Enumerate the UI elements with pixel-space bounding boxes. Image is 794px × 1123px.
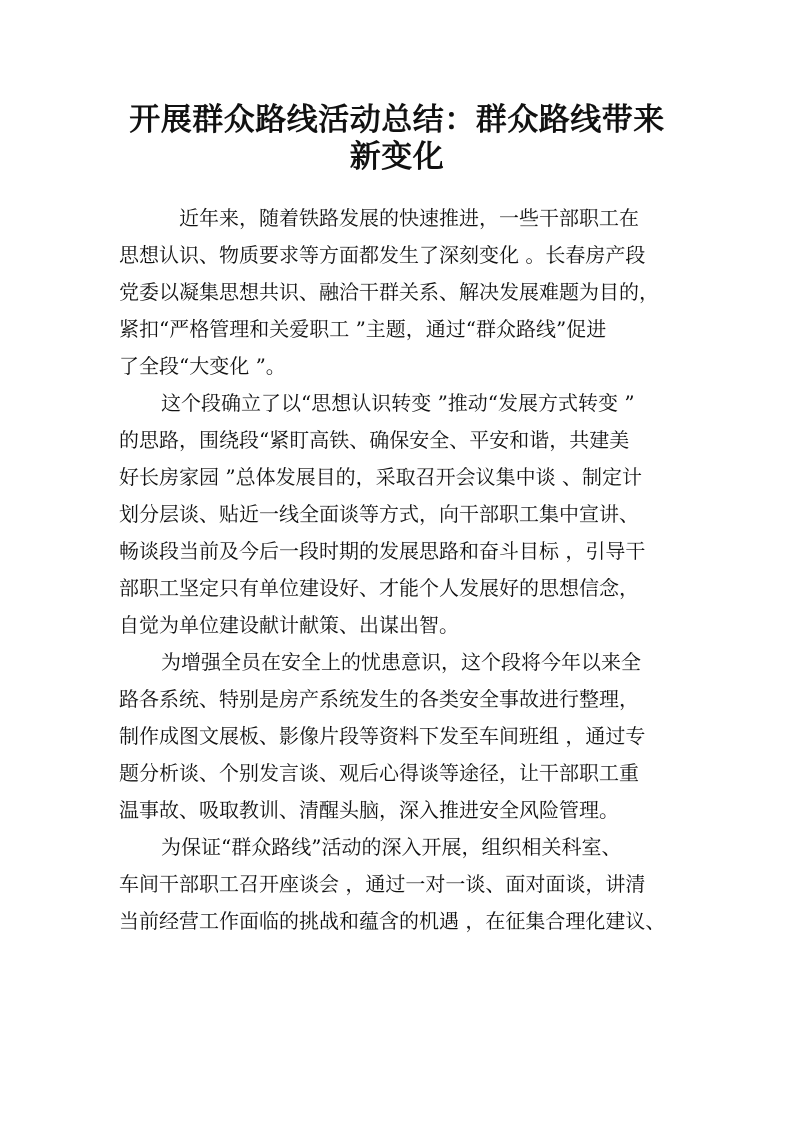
paragraph-4 bbox=[119, 829, 679, 940]
title-line-2: 新变化 bbox=[349, 139, 445, 175]
paragraph-line: 近年来，随着铁路发展的快速推进，一些干部职工在 bbox=[179, 206, 639, 230]
paragraph-line: 为保证“群众路线”活动的深入开展，组织相关科室、 bbox=[161, 835, 622, 859]
paragraph-line: 这个段确立了以“思想认识转变 ”推动“发展方式转变 ” bbox=[161, 391, 635, 415]
paragraph-line: 车间干部职工召开座谈会 ，通过一对一谈、面对面谈，讲清 bbox=[119, 872, 646, 896]
paragraph-line: 划分层谈、贴近一线全面谈等方式，向干部职工集中宣讲、 bbox=[119, 502, 639, 526]
paragraph-line: 温事故、吸取教训、清醒头脑，深入推进安全风险管理。 bbox=[119, 798, 619, 822]
document-body bbox=[119, 200, 679, 940]
paragraph-3 bbox=[119, 644, 679, 829]
paragraph-line: 当前经营工作面临的挑战和蕴含的机遇 ，在征集合理化建议、 bbox=[119, 909, 666, 933]
paragraph-line: 制作成图文展板、影像片段等资料下发至车间班组 ，通过专 bbox=[119, 724, 646, 748]
paragraph-line: 紧扣“严格管理和关爱职工 ”主题，通过“群众路线”促进 bbox=[119, 317, 607, 341]
paragraph-line: 路各系统、特别是房产系统发生的各类安全事故进行整理， bbox=[119, 687, 639, 711]
paragraph-1 bbox=[119, 200, 679, 385]
paragraph-line: 好长房家园 ”总体发展目的，采取召开会议集中谈 、制定计 bbox=[119, 465, 642, 489]
paragraph-line: 畅谈段当前及今后一段时期的发展思路和奋斗目标 ，引导干 bbox=[119, 539, 646, 563]
paragraph-line: 题分析谈、个别发言谈、观后心得谈等途径，让干部职工重 bbox=[119, 761, 639, 785]
paragraph-line: 的思路，围绕段“紧盯高铁、确保安全、平安和谐，共建美 bbox=[119, 428, 630, 452]
paragraph-line: 自觉为单位建设献计献策、出谋出智。 bbox=[119, 613, 459, 637]
paragraph-line: 为增强全员在安全上的忧患意识，这个段将今年以来全 bbox=[161, 650, 641, 674]
paragraph-2 bbox=[119, 385, 679, 644]
paragraph-line: 思想认识、物质要求等方面都发生了深刻变化 。长春房产段 bbox=[119, 243, 646, 267]
title-line-1: 开展群众路线活动总结：群众路线带来 bbox=[129, 102, 665, 138]
paragraph-line: 了全段“大变化 ”。 bbox=[119, 354, 286, 378]
paragraph-line: 党委以凝集思想共识、融洽干群关系、解决发展难题为目的， bbox=[119, 280, 659, 304]
paragraph-line: 部职工坚定只有单位建设好、才能个人发展好的思想信念， bbox=[119, 576, 639, 600]
document-title bbox=[110, 100, 684, 174]
